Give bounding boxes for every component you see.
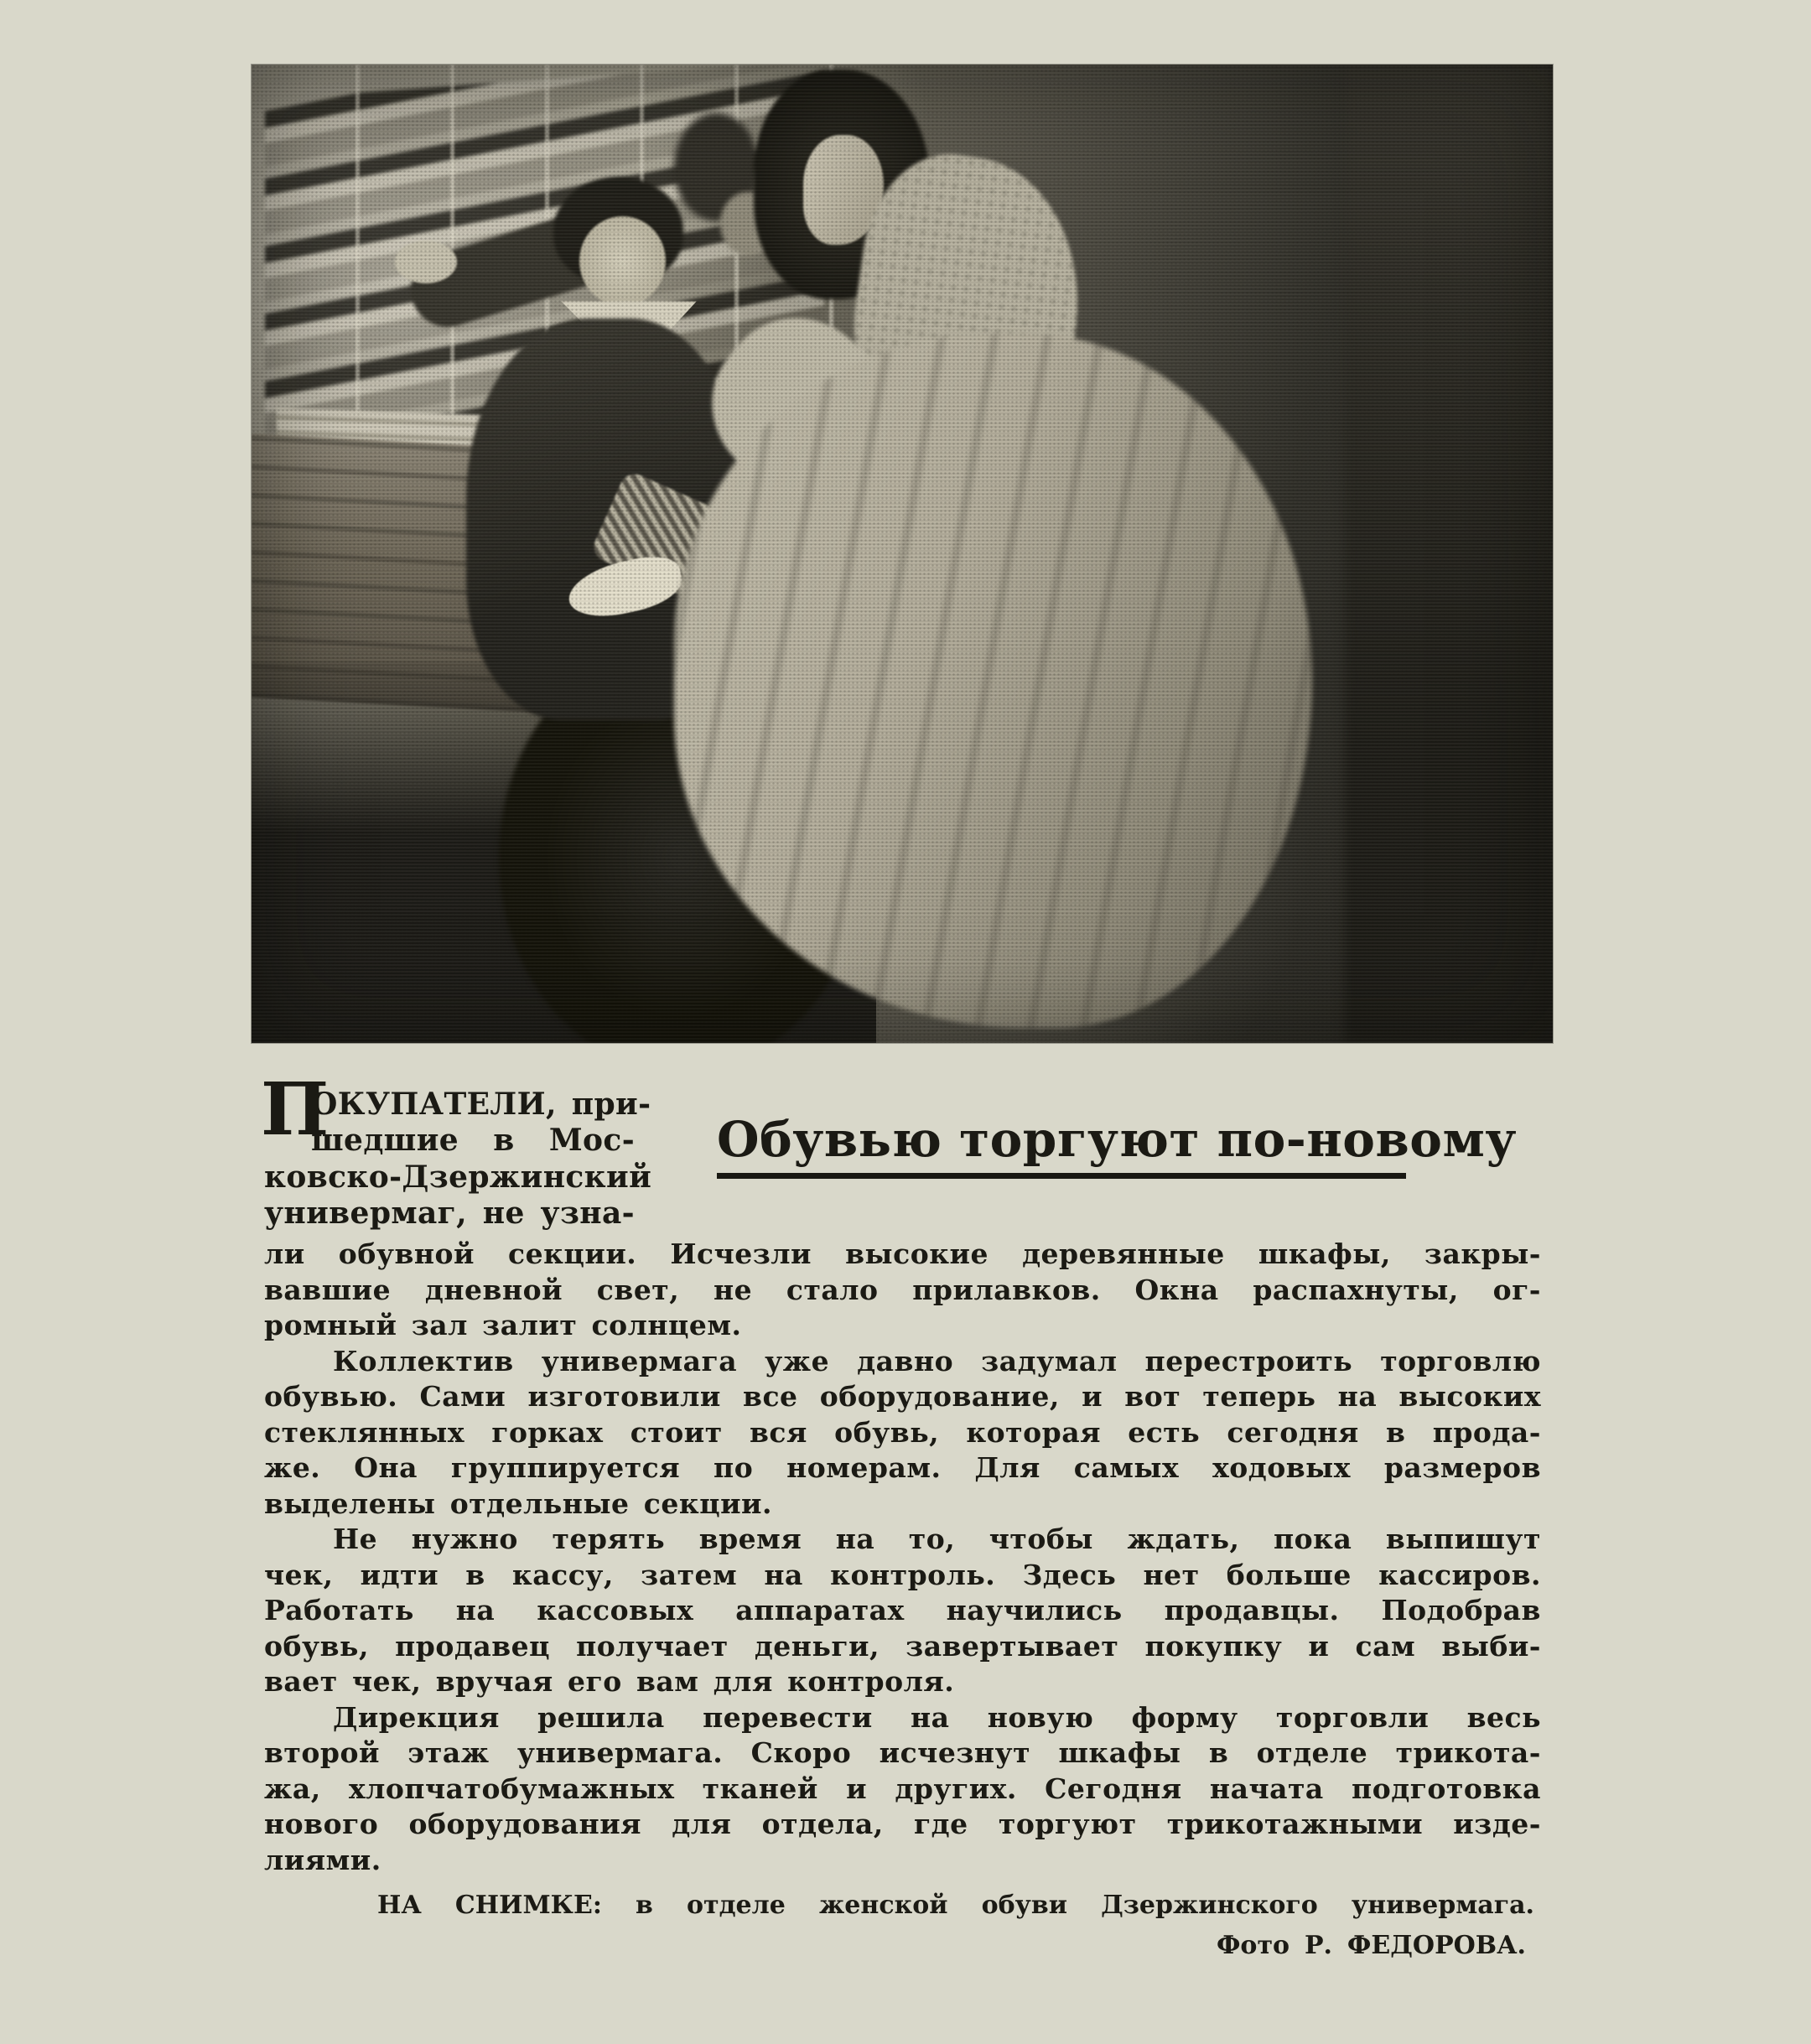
body-line: Дирекция решила перевести на новую форму торговли весь: [333, 1701, 1541, 1734]
photo-vignette: [252, 65, 1553, 1043]
body-line: жа, хлопчатобумажных тканей и других. Сегодня начата подготовка: [264, 1772, 1541, 1805]
body-line: вавшие дневной свет, не стало прилавков. Окна распахнуты, ог-: [264, 1274, 1541, 1306]
body-line: ромный зал залит солнцем.: [264, 1309, 742, 1341]
lede-line: шедшие в Мос-: [311, 1123, 635, 1158]
body-line: второй этаж универмага. Скоро исчезнут шкафы в отделе трикота-: [264, 1736, 1541, 1769]
body-line: же. Она группируется по номерам. Для самых ходовых размеров: [264, 1451, 1541, 1484]
photo-caption: НА СНИМКЕ: в отделе женской обуви Дзержинского универмага.: [377, 1891, 1534, 1920]
lede-line: ковско-Дзержинский: [264, 1159, 652, 1195]
body-line: обувью. Сами изготовили все оборудование, и вот теперь на высоких: [264, 1380, 1541, 1413]
body-line: лиями.: [264, 1844, 381, 1876]
body-line: нового оборудования для отдела, где торгуют трикотажными изде-: [264, 1808, 1541, 1840]
article-photo: [252, 65, 1553, 1043]
body-line: Коллектив универмага уже давно задумал перестроить торговлю: [333, 1345, 1541, 1377]
article-headline: Обувью торгуют по-новому: [717, 1113, 1406, 1179]
lede-line: ОКУПАТЕЛИ, при-: [311, 1087, 651, 1122]
body-line: Работать на кассовых аппаратах научились продавцы. Подобрав: [264, 1594, 1541, 1626]
lede-line: универмаг, не узна-: [264, 1196, 635, 1231]
body-line: выделены отдельные секции.: [264, 1487, 772, 1520]
dropcap: П: [261, 1067, 330, 1152]
body-line: обувь, продавец получает деньги, завертывает покупку и сам выби-: [264, 1630, 1541, 1663]
body-line: Не нужно терять время на то, чтобы ждать, пока выпишут: [333, 1523, 1541, 1555]
body-line: ли обувной секции. Исчезли высокие деревянные шкафы, закры-: [264, 1237, 1541, 1270]
body-line: чек, идти в кассу, затем на контроль. Здесь нет больше кассиров.: [264, 1559, 1541, 1591]
photo-credit: Фото Р. ФЕДОРОВА.: [1216, 1931, 1526, 1960]
body-line: вает чек, вручая его вам для контроля.: [264, 1665, 955, 1698]
body-line: стеклянных горках стоит вся обувь, которая есть сегодня в прода-: [264, 1416, 1541, 1449]
